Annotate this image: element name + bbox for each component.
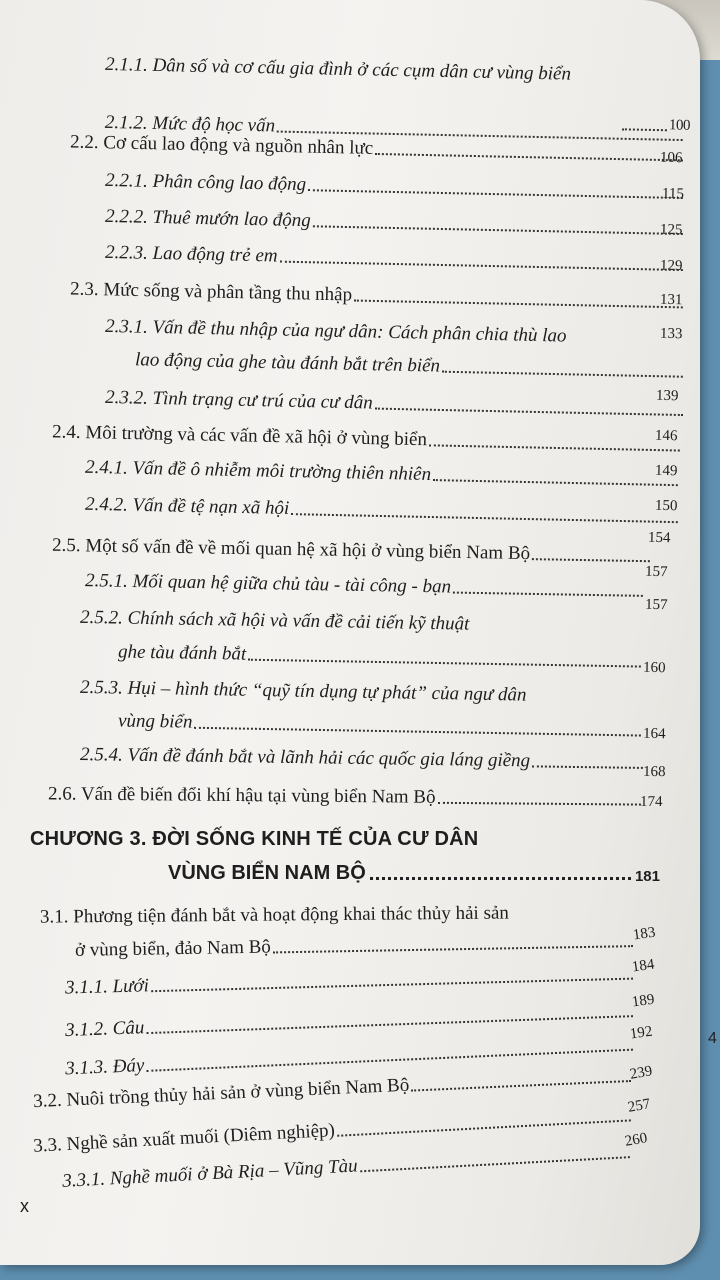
toc-entry-title: 3.1. Phương tiện đánh bắt và hoạt động khai thác thủy hải sản	[39, 902, 509, 928]
toc-entry	[65, 1000, 635, 1042]
dot-leader	[151, 978, 633, 993]
toc-entry	[85, 570, 645, 602]
toc-page-number: 181	[634, 868, 660, 885]
toc-entry	[105, 316, 685, 350]
toc-entry-title: 2.5.1. Mối quan hệ giữa chủ tàu - tài công - bạn	[84, 570, 452, 598]
dot-leader	[248, 659, 641, 668]
toc-page-number: 157	[644, 596, 668, 614]
dot-leader	[146, 1015, 633, 1034]
toc-entry-title: 2.1.2. Mức độ học vấn	[104, 111, 276, 137]
toc-page-number: 139	[655, 387, 679, 405]
dot-leader	[194, 727, 641, 737]
toc-entry	[52, 421, 682, 456]
dot-leader	[453, 592, 643, 597]
toc-entry-title: 2.6. Vấn đề biến đổi khí hậu tại vùng biển Nam Bộ	[47, 783, 436, 808]
toc-page-number: 149	[654, 462, 678, 480]
dot-leader	[291, 513, 678, 523]
toc-entry-title: ghe tàu đánh bắt	[117, 641, 247, 665]
toc-page-number: 168	[642, 763, 666, 781]
dot-leader	[532, 558, 650, 562]
toc-entry-title: 2.2.3. Lao động trẻ em	[104, 241, 278, 267]
dot-leader	[433, 479, 678, 486]
toc-entry	[85, 457, 680, 491]
dot-leader	[313, 225, 683, 235]
toc-entry	[105, 387, 685, 421]
toc-entry	[80, 744, 645, 774]
toc-entry	[70, 279, 685, 314]
toc-entry-title: 2.5.2. Chính sách xã hội và vấn đề cải tiến kỹ thuật	[79, 606, 470, 635]
toc-page-number: 106	[659, 149, 683, 167]
toc-entry	[105, 206, 685, 240]
chapter-heading-title: VÙNG BIỂN NAM BỘ	[168, 862, 366, 884]
toc-entry-title: 3.1.1. Lưới	[64, 975, 150, 999]
toc-entry-title: 2.3.1. Vấn đề thu nhập của ngư dân: Cách phân chia thù lao	[104, 315, 567, 347]
dot-leader	[273, 945, 633, 953]
toc-page-number: 239	[628, 1063, 654, 1083]
dot-leader	[308, 189, 683, 199]
toc-entry-title: 3.2. Nuôi trồng thủy hải sản ở vùng biển Nam Bộ	[32, 1074, 410, 1113]
dot-leader	[429, 444, 680, 451]
toc-page-number: 174	[639, 793, 663, 811]
dot-leader	[442, 371, 683, 378]
toc-entry-continuation	[75, 930, 635, 962]
dot-leader	[370, 877, 631, 880]
toc-page-number: 160	[642, 659, 666, 677]
toc-entry	[48, 783, 643, 810]
toc-page-number: 115	[661, 185, 685, 203]
toc-entry	[40, 901, 640, 928]
dot-leader	[411, 1080, 631, 1092]
chapter-heading: CHƯƠNG 3. ĐỜI SỐNG KINH TẾ CỦA CƯ DÂN	[30, 828, 479, 850]
dot-leader	[354, 300, 683, 309]
toc-entry-title: ở vùng biển, đảo Nam Bộ	[74, 936, 271, 961]
toc-entry	[80, 607, 670, 639]
toc-entry-title: 3.3. Nghề sản xuất muối (Diêm nghiệp)	[32, 1119, 336, 1157]
toc-entry-title: 2.3.2. Tình trạng cư trú của cư dân	[104, 386, 373, 414]
toc-entry-title: 2.4.2. Vấn đề tệ nạn xã hội	[84, 493, 290, 520]
toc-entry	[80, 677, 670, 709]
toc-page-number: 192	[628, 1023, 654, 1043]
toc-entry-continuation	[118, 710, 643, 741]
toc-entry-title: 2.5.3. Hụi – hình thức “quỹ tín dụng tự phát” của ngư dân	[79, 676, 527, 706]
toc-entry-title: 3.3.1. Nghề muối ở Bà Rịa – Vũng Tàu	[61, 1155, 359, 1192]
dot-leader	[375, 153, 683, 161]
toc-page-number: 125	[659, 221, 683, 239]
toc-page-number: 146	[654, 427, 678, 445]
toc-entry-title: 2.2.1. Phân công lao động	[104, 169, 307, 196]
toc-entry	[85, 494, 680, 528]
toc-entry	[105, 170, 685, 204]
dot-leader	[279, 261, 682, 271]
toc-entry-title: 2.1.1. Dân số và cơ cấu gia đình ở các cụm dân cư vùng biển	[104, 53, 572, 85]
toc-page-number: 257	[626, 1096, 652, 1116]
dot-leader	[375, 408, 683, 416]
toc-entry	[52, 535, 652, 567]
toc-page-number: 183	[631, 924, 657, 944]
toc-page-number: 129	[659, 257, 683, 275]
page-marker: x	[20, 1196, 29, 1216]
adjacent-page-mark: 4	[708, 1030, 717, 1047]
chapter-heading-row	[168, 862, 660, 885]
toc-entry-title: 2.2.2. Thuê mướn lao động	[104, 205, 312, 232]
toc-entry-title: lao động của ghe tàu đánh bắt trên biển	[134, 349, 441, 377]
toc-entry-continuation	[118, 641, 643, 672]
toc-entry-title: vùng biển	[117, 710, 193, 733]
toc-page-number: 157	[644, 563, 668, 581]
toc-page-number: 260	[623, 1130, 649, 1150]
toc-entry-title: 2.2. Cơ cấu lao động và nguồn nhân lực	[69, 131, 374, 159]
toc-entry-title: 2.4. Môi trường và các vấn đề xã hội ở vùng biển	[51, 421, 428, 451]
toc-page-number: 154	[647, 529, 671, 547]
toc-entry	[105, 54, 685, 88]
toc-page-number: 184	[630, 956, 656, 976]
toc-entry-title: 2.3. Mức sống và phân tầng thu nhập	[69, 278, 353, 306]
toc-page-number: 150	[654, 497, 678, 515]
toc-page-number: 133	[659, 325, 683, 343]
toc-entry-title: 2.5.4. Vấn đề đánh bắt và lãnh hải các quốc gia láng giềng	[79, 744, 531, 772]
toc-entry	[105, 242, 685, 276]
toc-entry-title: 3.1.3. Đáy	[64, 1054, 145, 1080]
toc-entry-title: 3.1.2. Câu	[64, 1017, 145, 1041]
dot-leader	[437, 802, 640, 806]
toc-entry-title: 2.5. Một số vấn đề về mối quan hệ xã hội ở vùng biển Nam Bộ	[51, 534, 531, 565]
toc-page-number: 189	[630, 991, 656, 1011]
toc-page-number: 100	[668, 117, 691, 134]
dot-leader	[337, 1119, 631, 1136]
toc-entry-continuation	[135, 349, 685, 383]
dot-leader	[532, 765, 643, 769]
toc-page-number: 164	[642, 725, 666, 743]
toc-page-number: 131	[659, 291, 683, 309]
toc-entry	[65, 963, 635, 1000]
dot-leader	[360, 1156, 630, 1172]
toc-entry-title: 2.4.1. Vấn đề ô nhiễm môi trường thiên nhiên	[84, 456, 432, 486]
